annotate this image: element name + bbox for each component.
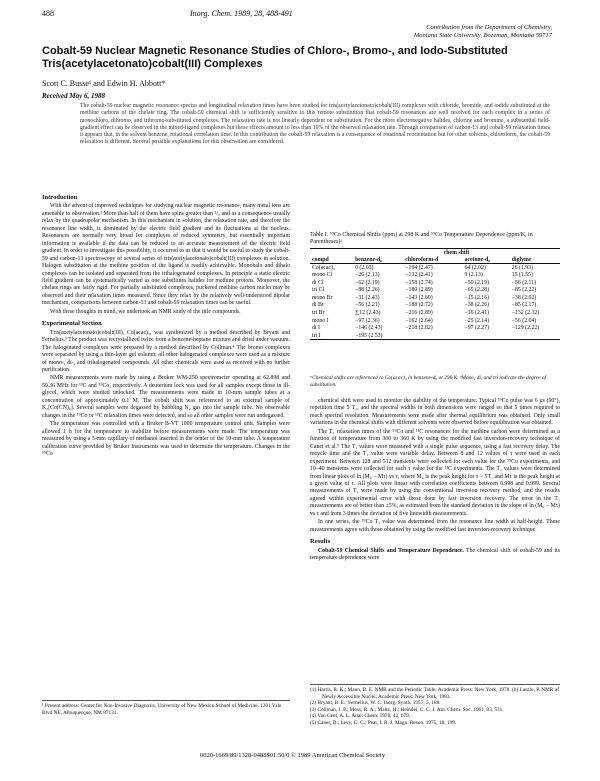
- table-cell: 26 (1.93): [511, 264, 534, 271]
- table-row: [310, 332, 560, 340]
- right-paragraph-1: chemical shift were used to monitor the stability of the temperature. Typical ⁵⁹Co pulse was 6 µs (90°), repetition time 5 T₁, and the spectral widths in both dimensions were ranged so that 5 times required to reach spectral resolution. Measurements were made after thermal equilibrium was obtained. Only small variations in the chemical shifts with different solvents were observed before equilibration was obtained.: [310, 398, 560, 427]
- intro-paragraph-2: With these thoughts in mind, we undertook an NMR study of the title compounds.: [50, 308, 241, 315]
- contribution-line-2: Montana State University, Bozeman, Montana 59717: [413, 32, 552, 39]
- table-cell: −56 (2.11): [511, 279, 537, 286]
- table-cell: [463, 332, 510, 340]
- table-row: [310, 294, 560, 302]
- table-cell: −129 (2.22): [511, 325, 540, 332]
- journal-citation: Inorg. Chem. 1989, 28, 488-491: [190, 9, 293, 18]
- table-row: [310, 302, 560, 310]
- table-cell: −31 (2.43): [355, 294, 380, 301]
- reference-item: (5) Canet, D.; Levy, G. C.; Peat, I. R. J. Magn. Reson. 1975, 18, 199.: [310, 719, 457, 726]
- table-cell: −143 (2.60): [405, 294, 433, 301]
- table-cell: mono Cl: [312, 272, 333, 279]
- table-cell: tri Cl: [312, 287, 325, 294]
- table-column-header: acetone-d₆: [464, 256, 491, 263]
- contribution-note: [414, 24, 552, 40]
- table-header-row: [310, 256, 560, 264]
- table-cell: −56 (2.21): [355, 302, 380, 309]
- experimental-paragraph-2: NMR measurements were made by using a Bruker WM-250 spectrometer operating at 62.898 and 59.36 MHz for ¹³C and ⁵⁹Co, respectively. A deuterium lock was used for all samples except those in ill-glycol, which were studied unlocked. The measurements were made in 10-mm sample tubes at a concentration of approximately 0.1 M. The cobalt shift was referenced to an external sample of K₃[Co(CN)₆]. Several samples were degassed by bubbling N₂ gas into the sample tube. No observable changes in the ⁵⁹Co or ¹³C relaxation times were detected, and so all other samples were run undegassed.: [42, 375, 290, 419]
- table-cell: −132 (2.41): [405, 272, 433, 279]
- contribution-line-1: Contribution from the Department of Chemistry,: [426, 24, 552, 31]
- intro-paragraph-1: With the advent of improved techniques for studying nuclear magnetic resonance, many metal ions are amenable to observation.² More than half of them have spins greater than ¹/₂ and as a consequence usually relax by the quadrupolar mechanism. In this mechanism in solution, the relaxation rate, and therefore the resonance line width, is dominated by the electric field gradient and its fluctuations at the nucleus. Resonances are normally very broad for complexes of reduced symmetry, but essentially important information is available if the data can be reduced to an accurate measurement of the electric field gradient. In order to investigate this possibility, it occurred to us that it would be useful to study the cobalt-59 and carbon-13 spectroscopy of several series of tris(acetylacetonato)cobalt(III) complexes in solution. Halogen substitution at the methine position of the ligand is readily achievable. Monohalo and dihalo complexes can be isolated and separated from the trihalogenated complexes. In principle a static electric field gradient can be systematically varied as one substitutes halides for methine protons. Moreover, the chelate rings are fairly rigid. For partially substituted complexes, puckered methine carbon nuclei may be observed and their relaxation times measured. Since they relax by the relatively well-understood dipolar mechanism, comparisons between carbon-13 and cobalt-59 relaxation times can be useful.: [42, 203, 290, 307]
- table-cell: −62 (2.19): [355, 279, 380, 286]
- table-column-header: benzene-d₆: [355, 256, 382, 263]
- table-cell: mono I: [312, 317, 329, 324]
- table-group-header: chem shift: [443, 249, 470, 256]
- table-corner: [310, 249, 353, 257]
- table-cell: −218 (2.82): [405, 325, 433, 332]
- table-title: Table I. ⁵⁹Co Chemical Shifts (ppm) at 298 K and ⁵⁹Co Temperature Dependence (ppm/K, in Parentheses)ᵃ: [310, 232, 533, 245]
- table-cell: −132 (2.32): [511, 310, 540, 317]
- table-cell: 9 (2.13): [464, 272, 483, 279]
- table-cell: −15 (2.16): [464, 294, 490, 301]
- article-authors: Scott C. Busse¹ and Edwin H. Abbott*: [42, 79, 166, 88]
- table-row: [310, 271, 560, 279]
- results-subheading: Cobalt-59 Chemical Shifts and Temperature Dependence.: [318, 547, 464, 554]
- table-row: [310, 324, 560, 332]
- reference-item: (2) Bryant, B. E.; Fernelius, W. C. Inorg. Synth. 1957, 5, 188.: [310, 700, 441, 707]
- left-column: [42, 190, 290, 459]
- intro-heading: Introduction: [42, 194, 78, 201]
- table-cell: di Cl: [312, 279, 324, 286]
- copyright-line: 0020-1669/89/1328-0488$01.50/0 © 1989 American Chemical Society: [200, 752, 386, 759]
- table-cell: [403, 332, 462, 340]
- table-column-header: chloroform-d: [405, 256, 439, 263]
- article-title: Cobalt-59 Nuclear Magnetic Resonance Studies of Chloro-, Bromo-, and Iodo-Substituted Tris(acetylacetonato)cobalt(III) Complexes: [42, 45, 508, 70]
- chemical-shift-table: [310, 248, 560, 340]
- reference-item: (4) Van Geet, A. L. Anal. Chem. 1970, 42, 679.: [310, 713, 411, 720]
- experimental-paragraph-1: Tris(acetylacetonato)cobalt(III), Co(acac)₃, was synthesized by a method described by Bryant and Fernelius.³ The product was recrystallized twice from a benzene-heptane mixture and dried under vacuum. The halogenated complexes were prepared by a method described by Collman.⁴ The bromo complexes were separated by using a thin-layer gel column; all other halogenated complexes were used as a mixture of mono-, di-, and trihalogenated compounds. All other chemicals were used as received with no further purification.: [42, 329, 290, 373]
- table-column-header: diglyme: [511, 256, 532, 263]
- table-row: [310, 286, 560, 294]
- table-cell: −162 (2.64): [405, 317, 433, 324]
- table-footnote: ᵃChemical shifts are referenced to Co(acac)₃ in benzene-d₆ at 298 K. ᵇMono, di, and tri indicate the degree of substitution.: [310, 375, 547, 388]
- table-cell: −97 (2.36): [355, 317, 380, 324]
- table-cell: −146 (2.43): [355, 325, 383, 332]
- table-cell: 64 (2.02): [464, 264, 486, 271]
- table-cell: tri I: [312, 332, 321, 339]
- table-row: [310, 317, 560, 325]
- table-cell: −26 (2.13): [355, 272, 380, 279]
- table-cell: 0 (2.03): [355, 264, 374, 271]
- right-paragraph-3: In one series, the ⁵⁹Co T₁ value was determined from the resonance line width at half-height. These measurements agree with those obtained by using the modified fast inversion-recovery technique.: [310, 519, 560, 533]
- table-cell: −104 (2.47): [405, 264, 433, 271]
- right-paragraph-2: The T₁ relaxation times of the ⁵⁹Co and ¹³C resonances for the methine carbon were determined as a function of temperature from 300 to 360 K by using the modified fast inversion-recovery technique of Canet et al.⁵ The T₁ values were measured with a single pulse sequence, using a fast recovery delay. The recycle time and the T₁ value were variable delay. Between 8 and 12 values of τ were used in each experiment. Between 128 and 512 transients were collected for each value for the ⁵⁹Co experiments, and 10–40 transients were collected for each τ value for the ¹³C experiments. The T₁ values were determined from linear plots of ln (M₀ − Mτ) vs τ, where M₀ is the peak height for τ > 5T₁ and Mτ is the peak height at a given value of τ. All plots were linear with correlation coefficients between 0.998 and 0.999. Several measurements of T₁ were made by using the conventional inversion recovery method, and the results agreed within experimental error with those done by fast inversion recovery. The error in the T₁ measurements are of better than ±5%, as estimated from the standard deviation in the slope of ln (M₀ − Mτ) vs τ and from 3 times the deviation of five linewidth measurements.: [310, 428, 560, 517]
- results-paragraph: [310, 548, 560, 563]
- table-cell: −180 (2.89): [405, 287, 433, 294]
- table-cell: −85 (2.22): [511, 287, 537, 294]
- table-column-header: compd: [312, 256, 329, 263]
- table-cell: −85 (2.17): [511, 302, 537, 309]
- table-cell: −25 (2.14): [464, 317, 490, 324]
- reference-item: (3) Collman, J. P.; Moss, R. A.; Maltz, H.; Heindel, C. C. J. Am. Chem. Soc. 1961, 83, 531.: [310, 706, 504, 713]
- table-cell: ∑12 (2.43): [355, 310, 381, 317]
- table-cell: di Br: [312, 302, 324, 309]
- table-cell: −56 (2.04): [511, 317, 537, 324]
- experimental-heading: Experimental Section: [42, 320, 102, 328]
- table-cell: mono Br: [312, 294, 333, 301]
- table-cell: −188 (2.72): [405, 302, 433, 309]
- results-text: The chemical shift of cobalt-59 and its temperature dependence were: [310, 547, 560, 562]
- table-cell: −216 (2.89): [405, 310, 433, 317]
- table-body: [310, 264, 560, 340]
- table-cell: −97 (2.27): [464, 325, 490, 332]
- table-cell: −50 (2.19): [464, 279, 490, 286]
- experimental-paragraph-3: The temperature was controlled with a Bruker B-VT 1000 temperature control unit. Samples were allowed 1 h for the temperature to stabilize before measurements were made. The temperature was measured by using a 5-mm capillary of methanol inserted in the center of the 10-mm tube. A temperature calibration curve provided by Bruker Instruments was used to determine the temperature. Changes in the ⁵⁹Co: [42, 421, 290, 457]
- table-cell: −38 (2.02): [511, 294, 537, 301]
- results-heading: Results: [310, 538, 331, 546]
- received-date: Received May 6, 1988: [42, 92, 105, 100]
- abstract: The cobalt-59 nuclear magnetic resonance spectra and longitudinal relaxation times have been studied for tris(acetylacetonato)cobalt(III) complexes with chloride, bromide, and iodide substituted at the methine carbons of the chelate ring. The cobalt-59 chemical shift is sufficiently sensitive to this remote substitution that cobalt-59 resonances are well resolved for each complex in a series of monochloro, dibromo, and tribromo-substituted complexes. The relaxation rate is not linearly dependent on substitution. For the more electronegative halides, chlorine and bromine, a substantial field-gradient effect can be observed in the mixed-ligand complexes but these effects amount to less than 10% of the observed relaxation rate. Through comparison of carbon-13 and cobalt-59 relaxation times it appears that, in the solvent benzene, rotational correlation time. In this contribution the cobalt-59 relaxation is a consequence of rotational reorientation but for other solvents, chloroform, the cobalt-59 relaxation is different. Several possible explanations for this observation are considered.: [80, 103, 550, 146]
- table-cell: −65 (2.28): [464, 287, 490, 294]
- table-cell: −16 (2.41): [464, 310, 490, 317]
- table-cell: di I: [312, 325, 320, 332]
- table-row: [310, 279, 560, 287]
- author-footnote: ¹ Present address: Center for Non-Invasive Diagnosis, University of New Mexico School of Medicine, 1201 Yale Blvd NE, Albuquerque, NM 87131.: [42, 700, 290, 716]
- table-cell: Co(acac)₃: [312, 264, 335, 271]
- reference-item: (1) Harris, R. K.; Mann, B. E. NMR and the Periodic Table; Academic Press: New York, 1978. (b) Laszlo, P. NMR of Newly Accessible Nuclei; Academic Press: New York, 1983.: [310, 687, 560, 700]
- table-row: [310, 264, 560, 272]
- table-cell: −195 (2.53): [355, 332, 383, 339]
- references-list: [310, 684, 560, 727]
- table-cell: 15 (1.55): [511, 272, 534, 279]
- table-cell: [510, 332, 560, 340]
- table-cell: −38 (2.26): [464, 302, 490, 309]
- table-cell: −88 (2.26): [355, 287, 380, 294]
- table-row: [310, 309, 560, 317]
- table-cell: tri Br: [312, 310, 325, 317]
- page-number: 488: [42, 9, 54, 18]
- table-cell: −158 (2.74): [405, 279, 433, 286]
- right-column: [310, 398, 560, 564]
